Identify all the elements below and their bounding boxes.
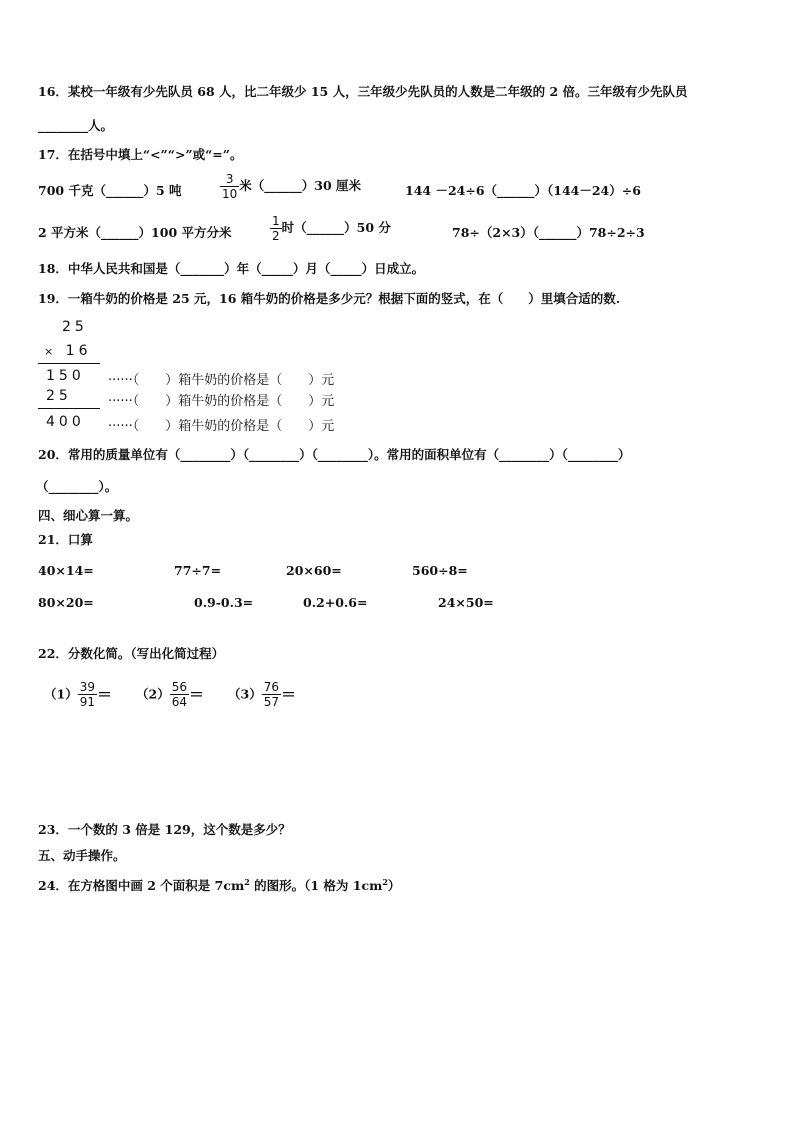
q17-title: 17．在括号中填上“<”“>”或“=”。 [38,147,243,162]
superscript: 2 [382,877,388,887]
equals-sign: ＝ [96,685,112,704]
q24-text-c: ） [387,878,401,894]
q19-note-3: ······（ ）箱牛奶的价格是（ ）元 [108,419,335,434]
q22-item-1 [44,680,112,709]
q17-row2-a: 2 平方米（______）100 平方分米 [38,225,232,240]
q21-r2-c4: 24×50= [438,595,494,610]
q20-line1: 20．常用的质量单位有（________）（________）（________）。常用的面积单位有（________）（________） [38,447,631,462]
vertical-partial2: 25 [46,388,72,404]
equals-sign: ＝ [280,685,296,704]
equals-sign: ＝ [188,685,204,704]
vertical-rule-2 [38,408,100,409]
q22-item-3-label: （3） [228,686,262,702]
q22-item-2-label: （2） [136,686,170,702]
q24-text-a: 24．在方格图中画 2 个面积是 7cm [38,878,245,894]
q17-row1-b-text: 米（______）30 厘米 [239,178,362,193]
fraction-3-10 [220,172,239,201]
q21-r1-c2: 77÷7= [174,563,222,578]
times-sign: × [44,345,58,358]
q21-r2-c2: 0.9-0.3= [194,595,254,610]
q21-title: 21．口算 [38,532,93,547]
superscript: 2 [244,877,250,887]
fraction-numerator: 39 [79,680,95,694]
section-4-heading: 四、细心算一算。 [38,508,139,523]
q22-item-3 [228,680,296,709]
q24-text-b: 的图形。（1 格为 1cm [249,878,383,894]
q21-r2-c1: 80×20= [38,595,94,610]
q17-row2-b [270,214,391,243]
q23-text: 23．一个数的 3 倍是 129，这个数是多少？ [38,822,291,837]
q16-answer-line [38,118,113,134]
fraction-39-91 [78,680,97,709]
q22-item-1-label: （1） [44,686,78,702]
q24-text [38,874,400,894]
q18-text: 18．中华人民共和国是（_______）年（_____）月（_____）日成立。 [38,261,425,276]
q21-r1-c3: 20×60= [286,563,342,578]
fraction-numerator: 1 [272,214,280,228]
vertical-num2: 16 [65,343,92,359]
fraction-76-57 [262,680,281,709]
q22-title: 22．分数化简。（写出化简过程） [38,646,225,661]
q21-r1-c4: 560÷8= [412,563,468,578]
q19-title: 19．一箱牛奶的价格是 25 元，16 箱牛奶的价格是多少元？根据下面的竖式，在（ ）里填合适的数. [38,291,621,306]
q16-blank[interactable]: ________ [38,118,88,133]
fraction-denominator: 57 [263,695,279,709]
fraction-denominator: 64 [171,695,187,709]
vertical-result: 400 [46,414,85,430]
fraction-1-2 [270,214,282,243]
q17-row1-c: 144 －24÷6（______）（144－24）÷6 [405,183,641,198]
q17-row2-c: 78÷（2×3）（______）78÷2÷3 [452,225,645,240]
fraction-numerator: 76 [263,680,279,694]
q19-note-1: ······（ ）箱牛奶的价格是（ ）元 [108,373,335,388]
q21-r1-c1: 40×14= [38,563,94,578]
q22-item-2 [136,680,204,709]
q16-unit: 人。 [88,118,114,133]
q17-row1-b [220,172,361,201]
q21-r2-c3: 0.2+0.6= [303,595,368,610]
q19-note-2: ······（ ）箱牛奶的价格是（ ）元 [108,394,335,409]
vertical-num1: 25 [62,319,88,335]
q20-line2: （________）。 [36,479,118,494]
fraction-56-64 [170,680,189,709]
vertical-partial1: 150 [46,368,85,384]
section-5-heading: 五、动手操作。 [38,848,126,863]
fraction-numerator: 56 [171,680,187,694]
fraction-denominator: 2 [272,229,280,243]
fraction-denominator: 10 [222,187,238,201]
fraction-numerator: 3 [220,172,239,187]
q17-row2-b-text: 时（______）50 分 [281,220,391,235]
q17-row1-a: 700 千克（______）5 吨 [38,183,182,198]
vertical-multiplier-row [44,343,92,359]
q16-line1: 16．某校一年级有少先队员 68 人，比二年级少 15 人，三年级少先队员的人数是二年级的 2 倍。三年级有少先队员 [38,84,688,99]
vertical-rule-1 [38,363,100,364]
fraction-denominator: 91 [79,695,95,709]
